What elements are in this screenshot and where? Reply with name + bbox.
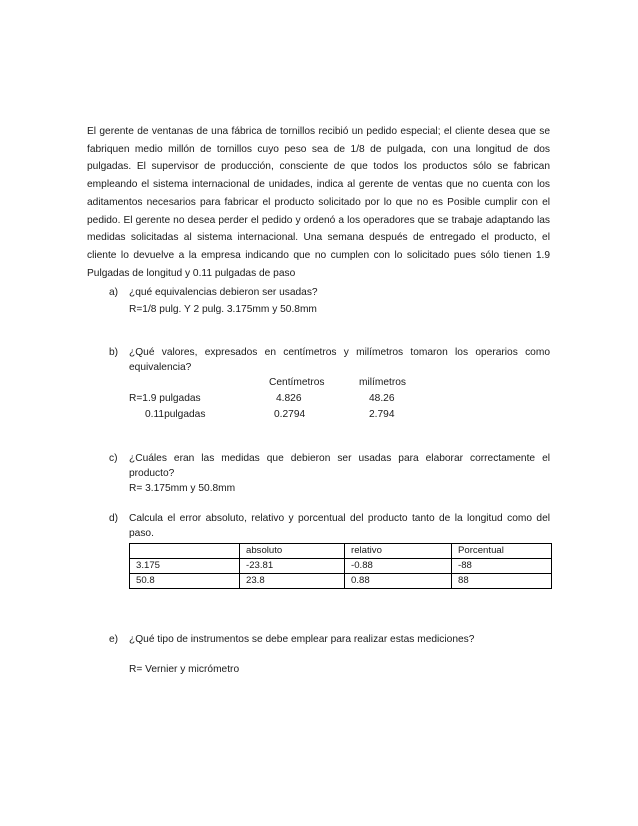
question-e xyxy=(109,632,550,677)
row1-label: R=1.9 pulgadas xyxy=(129,393,201,404)
table-cell: 3.175 xyxy=(130,559,240,574)
error-table xyxy=(129,543,552,589)
header-cell: absoluto xyxy=(240,544,345,559)
question-b-text: ¿Qué valores, expresados en centímetros y milímetros tomaron los operarios como equivalencia? xyxy=(129,347,550,373)
row2-label: 0.11pulgadas xyxy=(145,409,206,420)
question-a xyxy=(109,285,550,317)
row1-cm: 4.826 xyxy=(276,393,302,404)
question-d-text: Calcula el error absoluto, relativo y porcentual del producto tanto de la longitud como del paso. xyxy=(129,513,550,539)
question-e-text: ¿Qué tipo de instrumentos se debe emplear para realizar estas mediciones? xyxy=(129,634,475,645)
intro-paragraph: El gerente de ventanas de una fábrica de tornillos recibió un pedido especial; el cliente desea que se fabriquen medio millón de tornillos cuyo peso sea de 1/8 de pulgada, con una longitud de dos pulgadas. El supervisor de producción, consciente de que todos los productos sólo se fabrican empleando el sistema internacional de unidades, indica al gerente de ventas que no cuenta con los aditamentos necesarios para fabricar el producto solicitado por lo que no es Posible cumplir con el pedido. El gerente no desea perder el pedido y ordenó a los operadores que se trabaje adaptando las medidas solicitadas al sistema internacional. Una semana después de entregado el producto, el cliente lo devuelve a la empresa indicando que no cumplen con lo solicitado pues sólo tienen 1.9 Pulgadas de longitud y 0.11 pulgadas de paso xyxy=(87,126,550,279)
question-c-letter: c) xyxy=(109,453,118,464)
answer-e-text: R= Vernier y micrómetro xyxy=(129,664,240,675)
header-cell: Porcentual xyxy=(452,544,552,559)
header-cell xyxy=(130,544,240,559)
question-b xyxy=(109,345,550,423)
row1-mm: 48.26 xyxy=(369,393,395,404)
table-cell: -0.88 xyxy=(345,559,452,574)
question-d xyxy=(109,511,550,589)
question-d-letter: d) xyxy=(109,513,119,524)
col-centimetros: Centímetros xyxy=(269,377,325,388)
table-cell: 88 xyxy=(452,574,552,589)
answer-c-text: R= 3.175mm y 50.8mm xyxy=(129,483,236,494)
col-milimetros: milímetros xyxy=(359,377,406,388)
question-c-text: ¿Cuáles eran las medidas que debieron ser usadas para elaborar correctamente el producto? xyxy=(129,453,550,479)
header-cell: relativo xyxy=(345,544,452,559)
question-c xyxy=(109,451,550,496)
table-cell: 0.88 xyxy=(345,574,452,589)
error-table-header xyxy=(130,544,552,559)
question-a-text: ¿qué equivalencias debieron ser usadas? xyxy=(129,287,318,298)
table-cell: 23.8 xyxy=(240,574,345,589)
table-row xyxy=(130,574,552,589)
row2-mm: 2.794 xyxy=(369,409,395,420)
answer-a-text: R=1/8 pulg. Y 2 pulg. 3.175mm y 50.8mm xyxy=(129,304,317,315)
row2-cm: 0.2794 xyxy=(274,409,306,420)
conversion-rows xyxy=(129,391,550,423)
question-e-letter: e) xyxy=(109,634,119,645)
table-row xyxy=(130,559,552,574)
table-cell: 50.8 xyxy=(130,574,240,589)
question-a-letter: a) xyxy=(109,287,119,298)
table-cell: -23.81 xyxy=(240,559,345,574)
table-cell: -88 xyxy=(452,559,552,574)
question-b-letter: b) xyxy=(109,347,119,358)
